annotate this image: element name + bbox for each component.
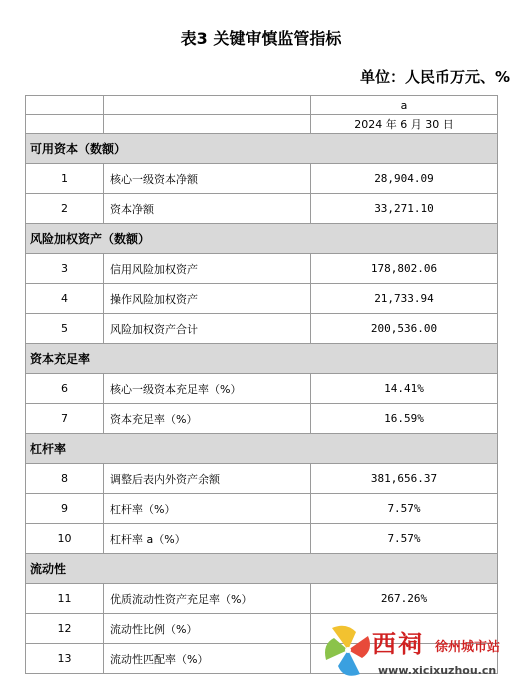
indicator-value: 28,904.09 bbox=[311, 164, 498, 194]
indicator-name: 核心一级资本充足率（%） bbox=[104, 374, 311, 404]
indicator-name: 杠杆率 a（%） bbox=[104, 524, 311, 554]
table-row bbox=[26, 494, 498, 524]
row-number: 9 bbox=[26, 494, 104, 524]
indicator-name: 调整后表内外资产余额 bbox=[104, 464, 311, 494]
header-date: 2024 年 6 月 30 日 bbox=[311, 115, 498, 134]
row-number: 5 bbox=[26, 314, 104, 344]
section-label: 资本充足率 bbox=[26, 344, 498, 374]
section-label: 风险加权资产（数额） bbox=[26, 224, 498, 254]
header-cell-empty bbox=[104, 115, 311, 134]
indicator-name: 资本净额 bbox=[104, 194, 311, 224]
indicator-name: 风险加权资产合计 bbox=[104, 314, 311, 344]
row-number: 10 bbox=[26, 524, 104, 554]
indicator-name: 优质流动性资产充足率（%） bbox=[104, 584, 311, 614]
indicator-name: 信用风险加权资产 bbox=[104, 254, 311, 284]
section-header-row bbox=[26, 224, 498, 254]
indicator-name: 流动性匹配率（%） bbox=[104, 644, 311, 674]
row-number: 11 bbox=[26, 584, 104, 614]
row-number: 4 bbox=[26, 284, 104, 314]
table-row bbox=[26, 464, 498, 494]
header-cell-empty bbox=[26, 115, 104, 134]
indicator-name: 资本充足率（%） bbox=[104, 404, 311, 434]
indicator-value: 200,536.00 bbox=[311, 314, 498, 344]
table-row bbox=[26, 374, 498, 404]
row-number: 7 bbox=[26, 404, 104, 434]
indicator-name: 核心一级资本净额 bbox=[104, 164, 311, 194]
table-row bbox=[26, 194, 498, 224]
header-cell-empty bbox=[104, 96, 311, 115]
section-label: 流动性 bbox=[26, 554, 498, 584]
section-header-row bbox=[26, 434, 498, 464]
indicator-value: 21,733.94 bbox=[311, 284, 498, 314]
section-header-row bbox=[26, 134, 498, 164]
section-header-row bbox=[26, 554, 498, 584]
pinwheel-logo-icon bbox=[322, 620, 374, 682]
indicator-value: 16.59% bbox=[311, 404, 498, 434]
table-row bbox=[26, 314, 498, 344]
row-number: 2 bbox=[26, 194, 104, 224]
section-header-row bbox=[26, 344, 498, 374]
table-row bbox=[26, 254, 498, 284]
watermark-logo bbox=[322, 620, 518, 682]
indicator-value: 7.57% bbox=[311, 494, 498, 524]
watermark-brand: 西祠 bbox=[372, 629, 424, 658]
table-row bbox=[26, 404, 498, 434]
header-row bbox=[26, 115, 498, 134]
section-label: 可用资本（数额） bbox=[26, 134, 498, 164]
indicator-value: 267.26% bbox=[311, 584, 498, 614]
indicator-value: 33,271.10 bbox=[311, 194, 498, 224]
header-row bbox=[26, 96, 498, 115]
indicator-value: 178,802.06 bbox=[311, 254, 498, 284]
table-row bbox=[26, 524, 498, 554]
row-number: 6 bbox=[26, 374, 104, 404]
row-number: 1 bbox=[26, 164, 104, 194]
unit-label: 单位：人民币万元、% bbox=[359, 68, 510, 86]
indicator-name: 杠杆率（%） bbox=[104, 494, 311, 524]
table-title: 表3 关键审慎监管指标 bbox=[180, 29, 342, 48]
indicator-name: 操作风险加权资产 bbox=[104, 284, 311, 314]
prudential-indicators-table bbox=[25, 95, 501, 674]
table-row bbox=[26, 284, 498, 314]
section-label: 杠杆率 bbox=[26, 434, 498, 464]
indicator-name: 流动性比例（%） bbox=[104, 614, 311, 644]
table-row bbox=[26, 584, 498, 614]
indicator-value: 7.57% bbox=[311, 524, 498, 554]
indicator-value: 14.41% bbox=[311, 374, 498, 404]
header-col-a: a bbox=[311, 96, 498, 115]
row-number: 3 bbox=[26, 254, 104, 284]
row-number: 12 bbox=[26, 614, 104, 644]
row-number: 13 bbox=[26, 644, 104, 674]
header-cell-empty bbox=[26, 96, 104, 115]
watermark-city: 徐州城市站 bbox=[435, 640, 501, 655]
watermark-url: www.xicixuzhou.cn bbox=[378, 664, 497, 677]
table-row bbox=[26, 164, 498, 194]
indicator-value: 381,656.37 bbox=[311, 464, 498, 494]
row-number: 8 bbox=[26, 464, 104, 494]
